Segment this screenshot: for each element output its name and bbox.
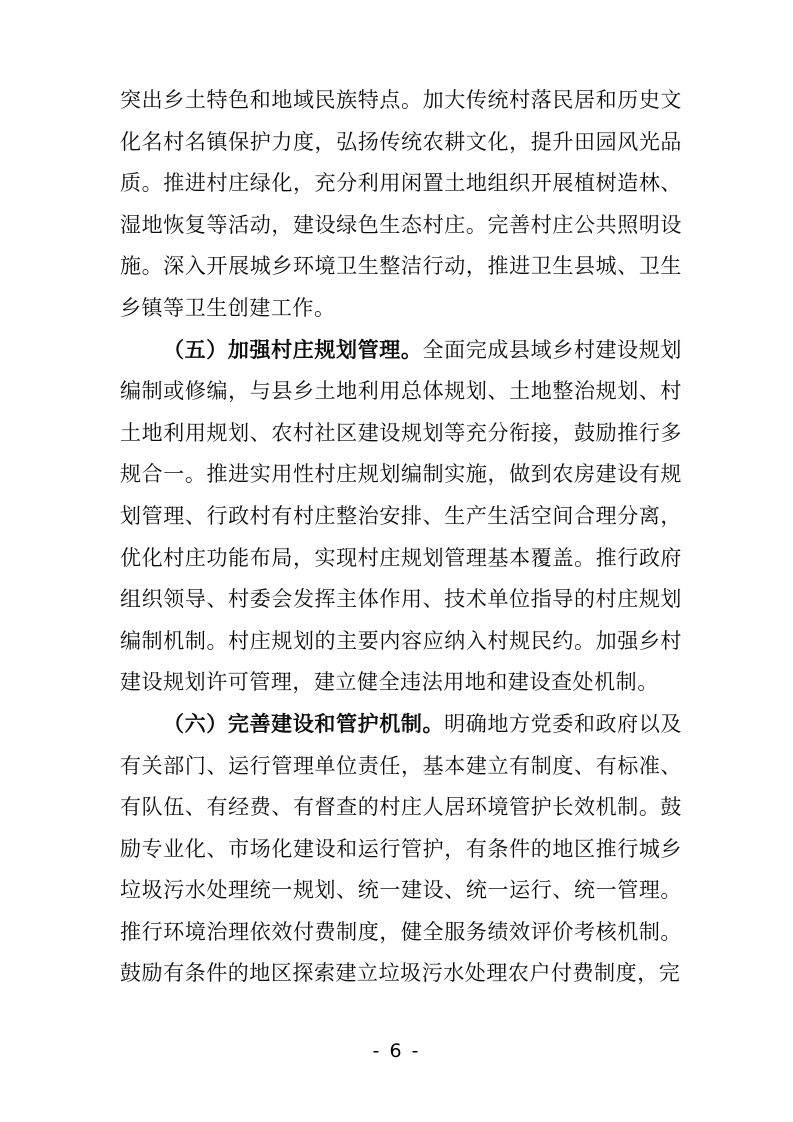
- page-number: - 6 -: [372, 1040, 421, 1062]
- paragraph-text: 明确地方党委和政府以及有关部门、运行管理单位责任，基本建立有制度、有标准、有队伍、有经费、有督查的村庄人居环境管护长效机制。鼓励专业化、市场化建设和运行管护，有条件的地区推行城乡垃圾污水处理统一规划、统一建设、统一运行、统一管理。推行环境治理依效付费制度，健全服务绩效评价考核机制。鼓励有条件的地区探索建立垃圾污水处理农户付费制度，完: [120, 711, 682, 986]
- body-paragraph-2: [120, 330, 682, 704]
- paragraph-text: 全面完成县域乡村建设规划编制或修编，与县乡土地利用总体规划、土地整治规划、村土地利用规划、农村社区建设规划等充分衔接，鼓励推行多规合一。推进实用性村庄规划编制实施，做到农房建设有规划管理、行政村有村庄整治安排、生产生活空间合理分离，优化村庄功能布局，实现村庄规划管理基本覆盖。推行政府组织领导、村委会发挥主体作用、技术单位指导的村庄规划编制机制。村庄规划的主要内容应纳入村规民约。加强乡村建设规划许可管理，建立健全违法用地和建设查处机制。: [120, 337, 682, 695]
- section-6-heading: （六）完善建设和管护机制。: [163, 711, 445, 736]
- paragraph-text: 突出乡土特色和地域民族特点。加大传统村落民居和历史文化名村名镇保护力度，弘扬传统农耕文化，提升田园风光品质。推进村庄绿化，充分利用闲置土地组织开展植树造林、湿地恢复等活动，建设绿色生态村庄。完善村庄公共照明设施。深入开展城乡环境卫生整洁行动，推进卫生县城、卫生乡镇等卫生创建工作。: [120, 88, 682, 320]
- body-paragraph-1: [120, 80, 682, 330]
- body-paragraph-3: [120, 704, 682, 995]
- document-body: [120, 80, 682, 995]
- section-5-heading: （五）加强村庄规划管理。: [163, 337, 423, 362]
